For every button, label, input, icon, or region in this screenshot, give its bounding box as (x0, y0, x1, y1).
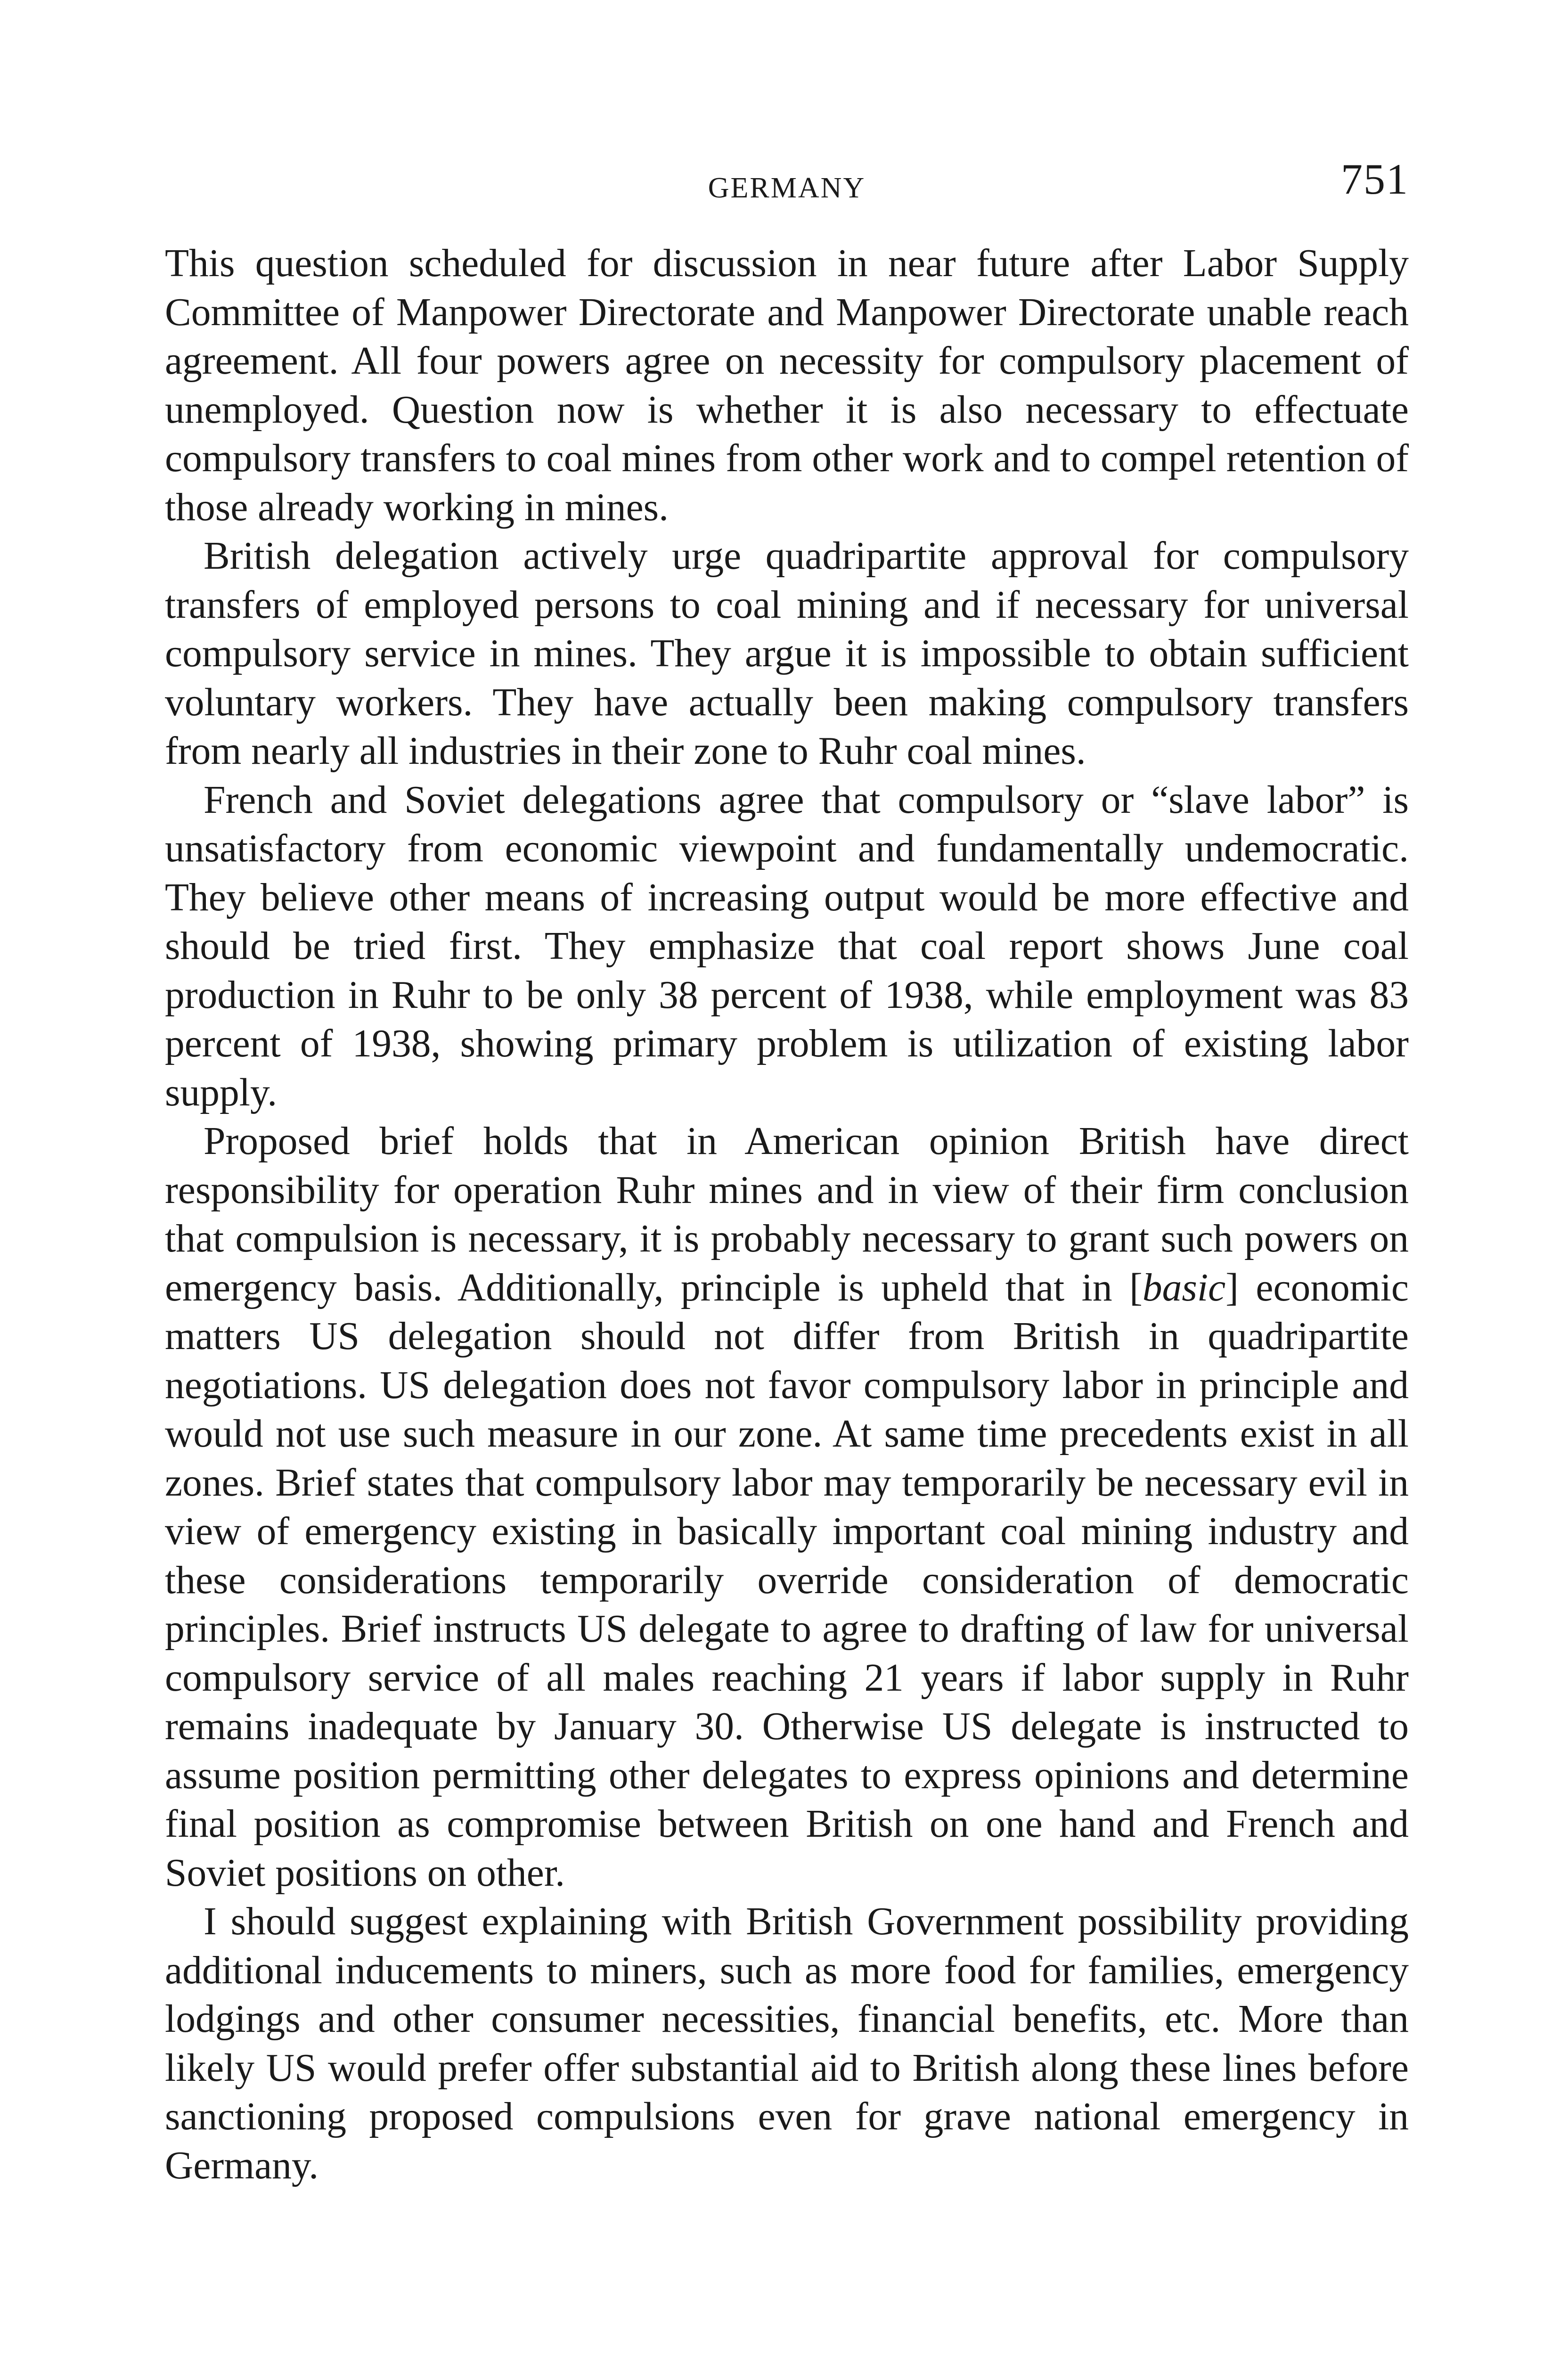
running-title: GERMANY (708, 172, 866, 204)
paragraph: This question scheduled for discussion in near future after Labor Supply Committee of Manpower Directorate and Manpower Directorate unable reach agreement. All four powers agree on necessity for compulsory placement of unemployed. Question now is whether it is also necessary to effectuate compulsory transfers to coal mines from other work and to compel retention of those already working in mines. (165, 242, 1409, 529)
paragraph: I should suggest explaining with British Government possibility providing additional inducements to miners, such as more food for families, emergency lodgings and other consumer necessities, financial benefits, etc. More than likely US would prefer offer substantial aid to British along these lines before sanctioning proposed compulsions even for grave national emergency in Germany. (165, 1900, 1409, 2187)
paragraph-text: economic matters US delegation should not differ from British in quadripartite negotiations. US delegation does not favor compulsory labor in principle and would not use such measure in our zone. At same time precedents exist in all zones. Brief states that compulsory labor may temporarily be necessary evil in view of emergency existing in basically important coal mining industry and these considerations temporarily override consideration of democratic principles. Brief instructs US delegate to agree to drafting of law for universal compulsory service of all males reaching 21 years if labor supply in Ruhr remains inadequate by January 30. Otherwise US delegate is instructed to assume position permitting other delegates to express opinions and determine final position as compromise between British on one hand and French and Soviet positions on other. (165, 1266, 1409, 1895)
paragraph-text: Proposed brief holds that in American opinion British have direct responsibility for operation Ruhr mines and in view of their firm conclusion that compulsion is necessary, it is probably necessary to grant such powers on emergency basis. Additionally, principle is upheld that in (165, 1120, 1409, 1309)
editorial-insertion: basic (1142, 1266, 1226, 1309)
page-number: 751 (1341, 155, 1409, 203)
paragraph (165, 1117, 1409, 1898)
body-text (165, 239, 1409, 2190)
running-head (165, 155, 1409, 207)
editorial-bracket-open: [ (1129, 1266, 1143, 1309)
editorial-bracket-close: ] (1225, 1266, 1239, 1309)
paragraph: French and Soviet delegations agree that compulsory or “slave labor” is unsatisfactory from economic viewpoint and fundamentally undemocratic. They believe other means of increasing output would be more effective and should be tried first. They emphasize that coal report shows June coal production in Ruhr to be only 38 percent of 1938, while employment was 83 percent of 1938, showing primary problem is utilization of existing labor supply. (165, 778, 1409, 1114)
paragraph: British delegation actively urge quadripartite approval for compulsory transfers of employed persons to coal mining and if necessary for universal compulsory service in mines. They argue it is impossible to obtain sufficient voluntary workers. They have actually been making compulsory transfers from nearly all industries in their zone to Ruhr coal mines. (165, 534, 1409, 773)
